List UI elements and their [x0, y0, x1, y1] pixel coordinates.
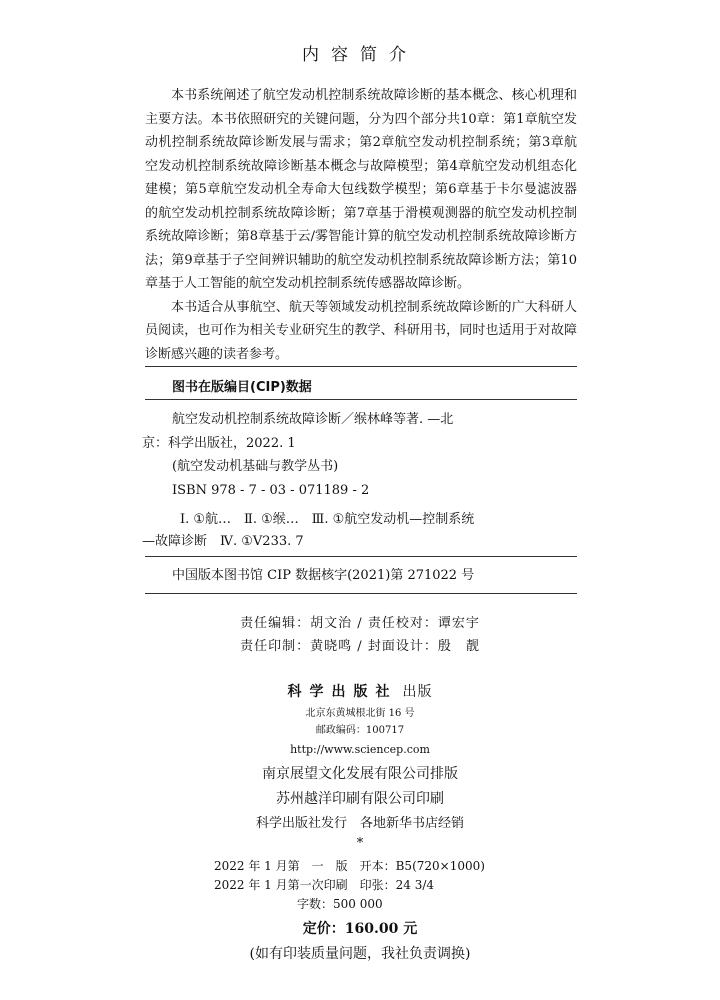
cip-record-number: 中国版本图书馆 CIP 数据核字(2021)第 271022 号 [172, 568, 475, 583]
publisher-address: 北京东黄城根北街 16 号 [305, 708, 415, 719]
credits-line-2: 责任印制：黄晓鸣 / 封面设计：殷 靓 [240, 639, 480, 654]
wordcount-line: 字数：500 000 [297, 897, 383, 911]
publisher-suffix: 出版 [402, 684, 433, 700]
cip-title-continuation: 京：科学出版社，2022. 1 [142, 435, 296, 451]
cip-bottom-divider [145, 593, 577, 594]
edition-line: 2022 年 1 月第 一 版 开本：B5(720×1000) [214, 859, 485, 873]
cip-title-line: 航空发动机控制系统故障诊断／缑林峰等著. —北 [172, 412, 454, 427]
cip-isbn: ISBN 978 - 7 - 03 - 071189 - 2 [172, 482, 370, 498]
cip-class-line-1: Ⅰ. ①航… Ⅱ. ①缑… Ⅲ. ①航空发动机—控制系统 [180, 512, 475, 527]
intro-paragraph-2: 本书适合从事航空、航天等领域发动机控制系统故障诊断的广大科研人员阅读，也可作为相关专业研究生的教学、科研用书，同时也适用于对故障诊断感兴趣的读者参考。 [145, 299, 577, 362]
cip-classification [142, 509, 552, 553]
cip-mid-divider [145, 556, 577, 557]
page-title: 内容简介 [302, 45, 418, 65]
cip-record [142, 408, 552, 502]
printing-line: 2022 年 1 月第一次印刷 印张：24 3/4 [214, 878, 435, 892]
price: 定价：160.00 元 [302, 921, 418, 937]
cip-class-line-2: —故障诊断 Ⅳ. ①V233. 7 [142, 534, 304, 549]
publisher-name: 科学出版社 [287, 684, 398, 700]
intro-text [145, 84, 577, 366]
typesetter: 南京展望文化发展有限公司排版 [262, 766, 458, 782]
publisher-postcode: 邮政编码：100717 [315, 725, 405, 736]
edition-specs [0, 857, 720, 914]
separator-star: * [356, 836, 364, 851]
intro-paragraph-1: 本书系统阐述了航空发动机控制系统故障诊断的基本概念、核心机理和主要方法。本书依照研究的关键问题，分为四个部分共10章：第1章航空发动机控制系统故障诊断发展与需求；第2章航空发动机控制系统；第3章航空发动机控制系统故障诊断基本概念与故障模型；第4章航空发动机组态化建模；第5章航空发动机全寿命大包线数学模型；第6章基于卡尔曼滤波器的航空发动机控制系统故障诊断；第7章基于滑模观测器的航空发动机控制系统故障诊断；第8章基于云/雾智能计算的航空发动机控制系统故障诊断方法；第9章基于子空间辨识辅助的航空发动机控制系统故障诊断方法；第10章基于人工智能的航空发动机控制系统传感器故障诊断。 [145, 88, 577, 291]
publisher-url: http://www.sciencep.com [290, 743, 430, 756]
credits-line-1: 责任编辑：胡文治 / 责任校对：谭宏宇 [240, 616, 480, 631]
cip-top-divider [145, 366, 577, 367]
credits-block [0, 612, 720, 658]
publisher-block [0, 681, 720, 851]
cip-header: 图书在版编目(CIP)数据 [172, 380, 312, 395]
quality-notice: (如有印装质量问题，我社负责调换) [249, 946, 471, 962]
printer: 苏州越洋印刷有限公司印刷 [276, 791, 444, 807]
cip-header-divider [145, 399, 577, 400]
distribution: 科学出版社发行 各地新华书店经销 [255, 816, 464, 831]
cip-series: (航空发动机基础与教学丛书) [172, 459, 339, 474]
